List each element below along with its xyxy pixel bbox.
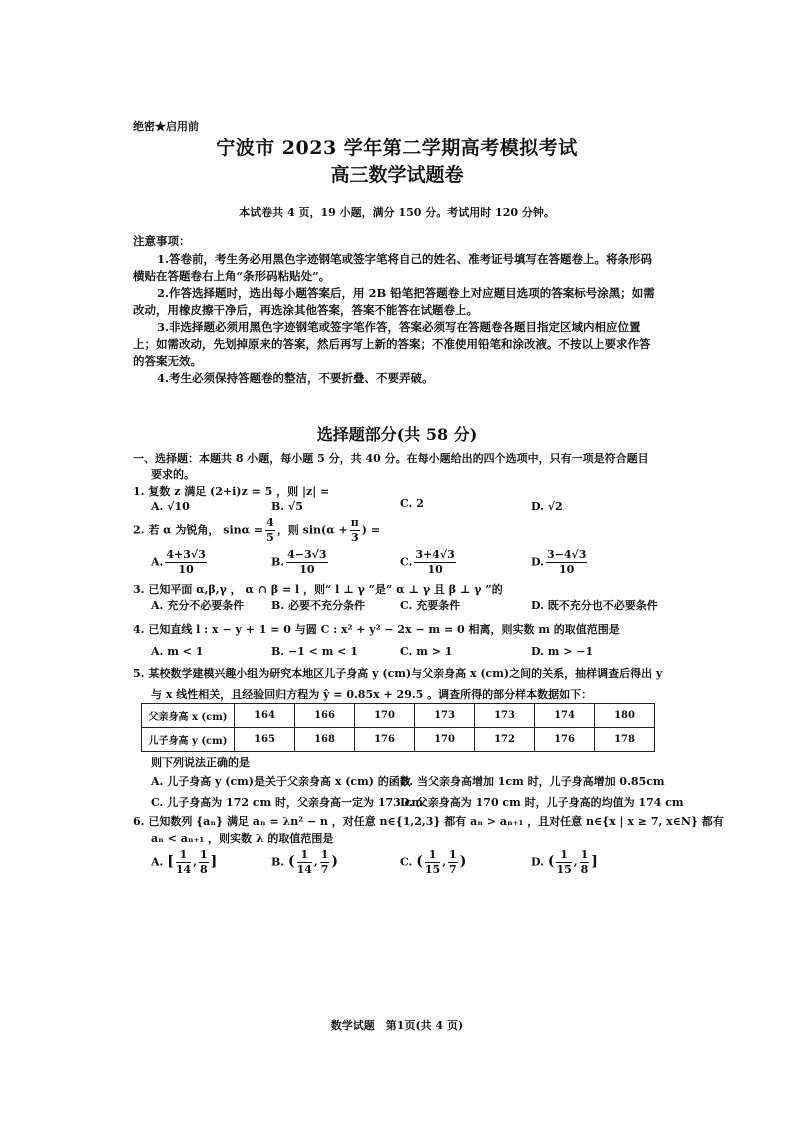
fraction (448, 848, 458, 877)
table-cell: 170 (415, 728, 475, 752)
notice-list (133, 251, 661, 387)
option-value: √2 (547, 500, 563, 513)
option-label: C. (400, 555, 413, 569)
fraction (556, 848, 571, 877)
table-cell: 176 (355, 728, 415, 752)
notice-item: 2.作答选择题时，选出每小题答案后，用 2B 铅笔把答题卷上对应题目选项的答案标号涂黑；如需改动，用橡皮擦干净后，再选涂其他答案，答案不能答在试题卷上。 (133, 286, 655, 317)
option-label: C. (400, 497, 413, 510)
option-value: 2 (416, 497, 424, 510)
q4-option-a: A. m < 1 (151, 645, 204, 658)
denominator: 15 (424, 863, 441, 876)
q5-option-d: D. 父亲身高为 170 cm 时，儿子身高的均值为 174 cm (400, 796, 684, 809)
table-cell: 178 (595, 728, 655, 752)
q3-option-d: D. 既不充分也不必要条件 (531, 599, 658, 612)
section-intro: 一、选择题：本题共 8 小题，每小题 5 分，共 40 分。在每小题给出的四个选项中，只有一项是符合题目 (133, 452, 649, 465)
notice-item: 4.考生必须保持答题卷的整洁，不要折叠、不要弄破。 (157, 371, 434, 385)
question-1-stem: 1. 复数 z 满足 (2+i)z = 5 ，则 |z| = (133, 485, 330, 498)
numerator: 1 (425, 848, 440, 863)
table-cell: 166 (295, 704, 355, 728)
option-label: A. (151, 555, 164, 569)
notice-item: 3.非选择题必须用黑色字迹钢笔或签字笔作答，答案必须写在答题卷各题目指定区域内相应位置上；如需改动，先划掉原来的答案，然后再写上新的答案；不准使用铅笔和涂改液。不按以上要求作答的答案无效。 (133, 320, 651, 368)
table-cell: 180 (595, 704, 655, 728)
numerator: 1 (297, 848, 312, 863)
question-6-stem-cont: aₙ < aₙ₊₁ ，则实数 λ 的取值范围是 (151, 832, 334, 845)
denominator: 8 (200, 863, 208, 876)
q6-option-a: A. [ $\frac{1}{14}$ , $\frac{1}{8}$ ] (151, 848, 218, 876)
option-label: D. (531, 855, 544, 869)
numerator: 1 (176, 848, 191, 863)
bracket: ( (416, 853, 423, 870)
confidential-mark: 绝密★启用前 (133, 120, 199, 133)
option-label: B. (271, 500, 285, 513)
q2-option-d (531, 548, 589, 577)
denominator: 14 (296, 863, 312, 876)
q2-option-a (151, 548, 209, 577)
question-2-stem (133, 516, 380, 545)
numerator: 1 (556, 848, 571, 863)
exam-title: 宁波市 2023 学年第二学期高考模拟考试 (216, 137, 578, 159)
row-header: 儿子身高 y (cm) (142, 728, 235, 752)
stem-text: ) = (361, 523, 381, 537)
fraction (297, 848, 312, 877)
q1-option-a (151, 500, 190, 513)
fraction (320, 848, 330, 877)
numerator: π (350, 516, 359, 529)
table-cell: 176 (535, 728, 595, 752)
option-label: D. (531, 555, 544, 569)
q5-option-c: C. 儿子身高为 172 cm 时，父亲身高一定为 173 cm (151, 796, 423, 809)
numerator: 3+4√3 (415, 548, 455, 561)
option-label: C. (400, 855, 413, 869)
fraction (580, 848, 590, 877)
numerator: 1 (580, 848, 589, 861)
fraction (176, 848, 191, 877)
table-row (142, 704, 655, 728)
table-cell: 164 (235, 704, 295, 728)
option-label: D. (531, 500, 544, 513)
notice-heading: 注意事项： (133, 234, 191, 248)
q5-option-b: B. 当父亲身高增加 1cm 时，儿子身高增加 0.85cm (400, 775, 665, 788)
q1-option-b (271, 500, 303, 513)
numerator: 1 (200, 848, 208, 861)
denominator: 10 (178, 563, 194, 576)
question-5-stem: 5. 某校数学建模兴趣小组为研究本地区儿子身高 y (cm)与父亲身高 x (cm)之间的关系，抽样调查后得出 y (133, 667, 663, 680)
option-label: B. (271, 855, 285, 869)
row-header: 父亲身高 x (cm) (142, 704, 235, 728)
table-cell: 170 (355, 704, 415, 728)
numerator: 4+3√3 (166, 548, 206, 561)
table-cell: 168 (295, 728, 355, 752)
table-cell: 172 (475, 728, 535, 752)
option-value: √5 (287, 500, 303, 513)
question-6-stem: 6. 已知数列 {aₙ} 满足 aₙ = λn² − n ，对任意 n∈{1,2,3} 都有 aₙ > aₙ₊₁ ，且对任意 n∈{x | x ≥ 7, x∈N} 都有 (133, 815, 724, 828)
denominator: 5 (266, 531, 274, 544)
q2-option-c (400, 548, 458, 577)
bracket: ] (210, 853, 218, 870)
q6-option-b: B. ( $\frac{1}{14}$ , $\frac{1}{7}$ ) (271, 848, 339, 876)
exam-subtitle: 高三数学试题卷 (330, 164, 464, 186)
bracket: ( (287, 853, 295, 870)
section-intro-cont: 要求的。 (151, 468, 195, 481)
question-3-stem: 3. 已知平面 α,β,γ ， α ∩ β = l ，则“ l ⊥ γ ”是“ α ⊥ γ 且 β ⊥ γ ”的 (133, 583, 503, 596)
fraction (165, 548, 206, 577)
question-4-stem: 4. 已知直线 l : x − y + 1 = 0 与圆 C : x² + y² − 2x − m = 0 相离，则实数 m 的取值范围是 (133, 623, 620, 636)
q3-option-a: A. 充分不必要条件 (151, 599, 245, 612)
q1-option-c (400, 497, 424, 510)
fraction (425, 848, 440, 877)
q4-option-b: B. −1 < m < 1 (271, 645, 358, 658)
sample-data-table (141, 703, 655, 752)
q5-option-a: A. 儿子身高 y (cm)是关于父亲身高 x (cm) 的函数 (151, 775, 411, 788)
fraction (286, 548, 327, 577)
fraction (546, 548, 587, 577)
table-cell: 173 (415, 704, 475, 728)
denominator: 15 (556, 863, 572, 876)
stem-text: ，则 sin(α + (276, 523, 348, 537)
q3-option-b: B. 必要不充分条件 (271, 599, 365, 612)
denominator: 14 (175, 863, 192, 876)
bracket: [ (167, 853, 174, 870)
denominator: 3 (350, 531, 359, 544)
notice-item: 1.答卷前，考生务必用黑色字迹钢笔或签字笔将自己的姓名、准考证号填写在答题卷上。将条形码横贴在答题卷右上角“条形码粘贴处”。 (133, 252, 653, 283)
bracket: ] (591, 853, 598, 870)
numerator: 1 (449, 848, 457, 861)
denominator: 10 (299, 563, 315, 576)
q6-option-d: D. ( $\frac{1}{15}$ , $\frac{1}{8}$ ] (531, 848, 598, 876)
denominator: 10 (427, 563, 443, 576)
table-cell: 165 (235, 728, 295, 752)
page-footer: 数学试题 第1页(共 4 页) (330, 1019, 464, 1032)
option-label: A. (151, 855, 164, 869)
q2-option-b (271, 548, 330, 577)
numerator: 1 (320, 848, 329, 861)
fraction (350, 516, 360, 545)
numerator: 4−3√3 (287, 548, 327, 561)
q6-option-c: C. ( $\frac{1}{15}$ , $\frac{1}{7}$ ) (400, 848, 467, 876)
stem-text: 2. 若 α 为锐角， sinα = (133, 523, 264, 537)
table-row (142, 728, 655, 752)
numerator: 3−4√3 (546, 548, 587, 561)
denominator: 7 (320, 863, 329, 876)
option-label: B. (271, 555, 285, 569)
fraction (199, 848, 209, 877)
option-label: A. (151, 500, 164, 513)
bracket: ) (459, 853, 467, 870)
exam-info: 本试卷共 4 页，19 小题，满分 150 分。考试用时 120 分钟。 (239, 206, 555, 219)
denominator: 7 (449, 863, 457, 876)
table-cell: 174 (535, 704, 595, 728)
bracket: ) (331, 853, 339, 870)
numerator: 4 (266, 516, 274, 529)
q3-option-c: C. 充要条件 (400, 599, 461, 612)
question-5-prompt: 则下列说法正确的是 (151, 756, 250, 769)
q4-option-d: D. m > −1 (531, 645, 594, 658)
question-5-stem-cont: 与 x 线性相关，且经验回归方程为 ŷ = 0.85x + 29.5 。调查所得的部分样本数据如下： (151, 688, 593, 701)
q1-option-d (531, 500, 563, 513)
bracket: ( (547, 853, 555, 870)
section-title: 选择题部分(共 58 分) (316, 425, 478, 444)
option-value: √10 (167, 500, 190, 513)
denominator: 10 (559, 563, 575, 576)
denominator: 8 (580, 863, 589, 876)
fraction (265, 516, 275, 545)
fraction (414, 548, 455, 577)
table-cell: 173 (475, 704, 535, 728)
q4-option-c: C. m > 1 (400, 645, 453, 658)
